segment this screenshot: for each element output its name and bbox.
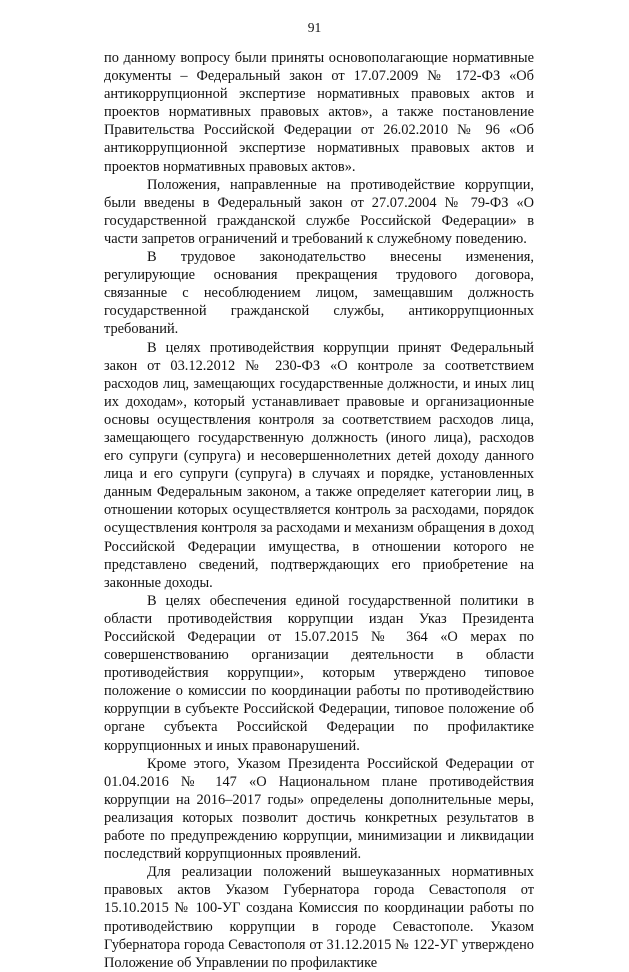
paragraph: Для реализации положений вышеуказанных нормативных правовых актов Указом Губернатора города Севастополя от 15.10.2015 № 100-УГ создана Комиссия по координации работы по противодействию коррупции в городе Севастополе. Указом Губернатора города Севастополя от 31.12.2015 № 122-УГ утверждено Положение об Управлении по профилактике [104,864,534,971]
paragraph: по данному вопросу были приняты основополагающие нормативные документы – Федеральный закон от 17.07.2009 № 172-ФЗ «Об антикоррупционной экспертизе нормативных правовых актов и проектов нормативных правовых актов», а также постановление Правительства Российской Федерации от 26.02.2010 № 96 «Об антикоррупционной экспертизе нормативных правовых актов и проектов нормативных правовых актов». [104,50,534,175]
paragraph: Кроме этого, Указом Президента Российской Федерации от 01.04.2016 № 147 «О Национальном плане противодействия коррупции на 2016–2017 годы» определены дополнительные меры, реализация которых позволит достичь конкретных результатов в работе по предупреждению коррупции, минимизации и ликвидации последствий коррупционных проявлений. [104,755,534,863]
paragraph: Положения, направленные на противодействие коррупции, были введены в Федеральный закон от 27.07.2004 № 79-ФЗ «О государственной гражданской службе Российской Федерации» в части запретов ограничений и требований к служебному поведению. [104,176,534,247]
paragraph: В целях обеспечения единой государственной политики в области противодействия коррупции издан Указ Президента Российской Федерации от 15.07.2015 № 364 «О мерах по совершенствованию организации деятельности в области противодействия коррупции», которым утверждено типовое положение о комиссии по координации работы по противодействию коррупции в субъекте Российской Федерации, типовое положение об органе субъекта Российской Федерации по профилактике коррупционных и иных правонарушений. [104,592,534,754]
paragraph: В трудовое законодательство внесены изменения, регулирующие основания прекращения трудового договора, связанные с несоблюдением лицом, замещавшим должность государственной гражданской службы, антикоррупционных требований. [104,249,534,338]
paragraph: В целях противодействия коррупции принят Федеральный закон от 03.12.2012 № 230-ФЗ «О контроле за соответствием расходов лиц, замещающих государственные должности, и иных лиц их доходам», который устанавливает правовые и организационные основы осуществления контроля за соответствием расходов лица, замещающего государственную должность (иного лица), расходов его супруги (супруга) и несовершеннолетних детей доходу данного лица и его супруги (супруга) в случаях и порядке, установленных данным Федеральным законом, а также определяет категории лиц, в отношении которых осуществляется контроль за расходами, порядок осуществления контроля за расходами и механизм обращения в доход Российской Федерации имущества, в отношении которого не представлено сведений, подтверждающих его приобретение на законные доходы. [104,339,534,591]
document-body [104,49,534,972]
page-number: 91 [307,20,322,35]
